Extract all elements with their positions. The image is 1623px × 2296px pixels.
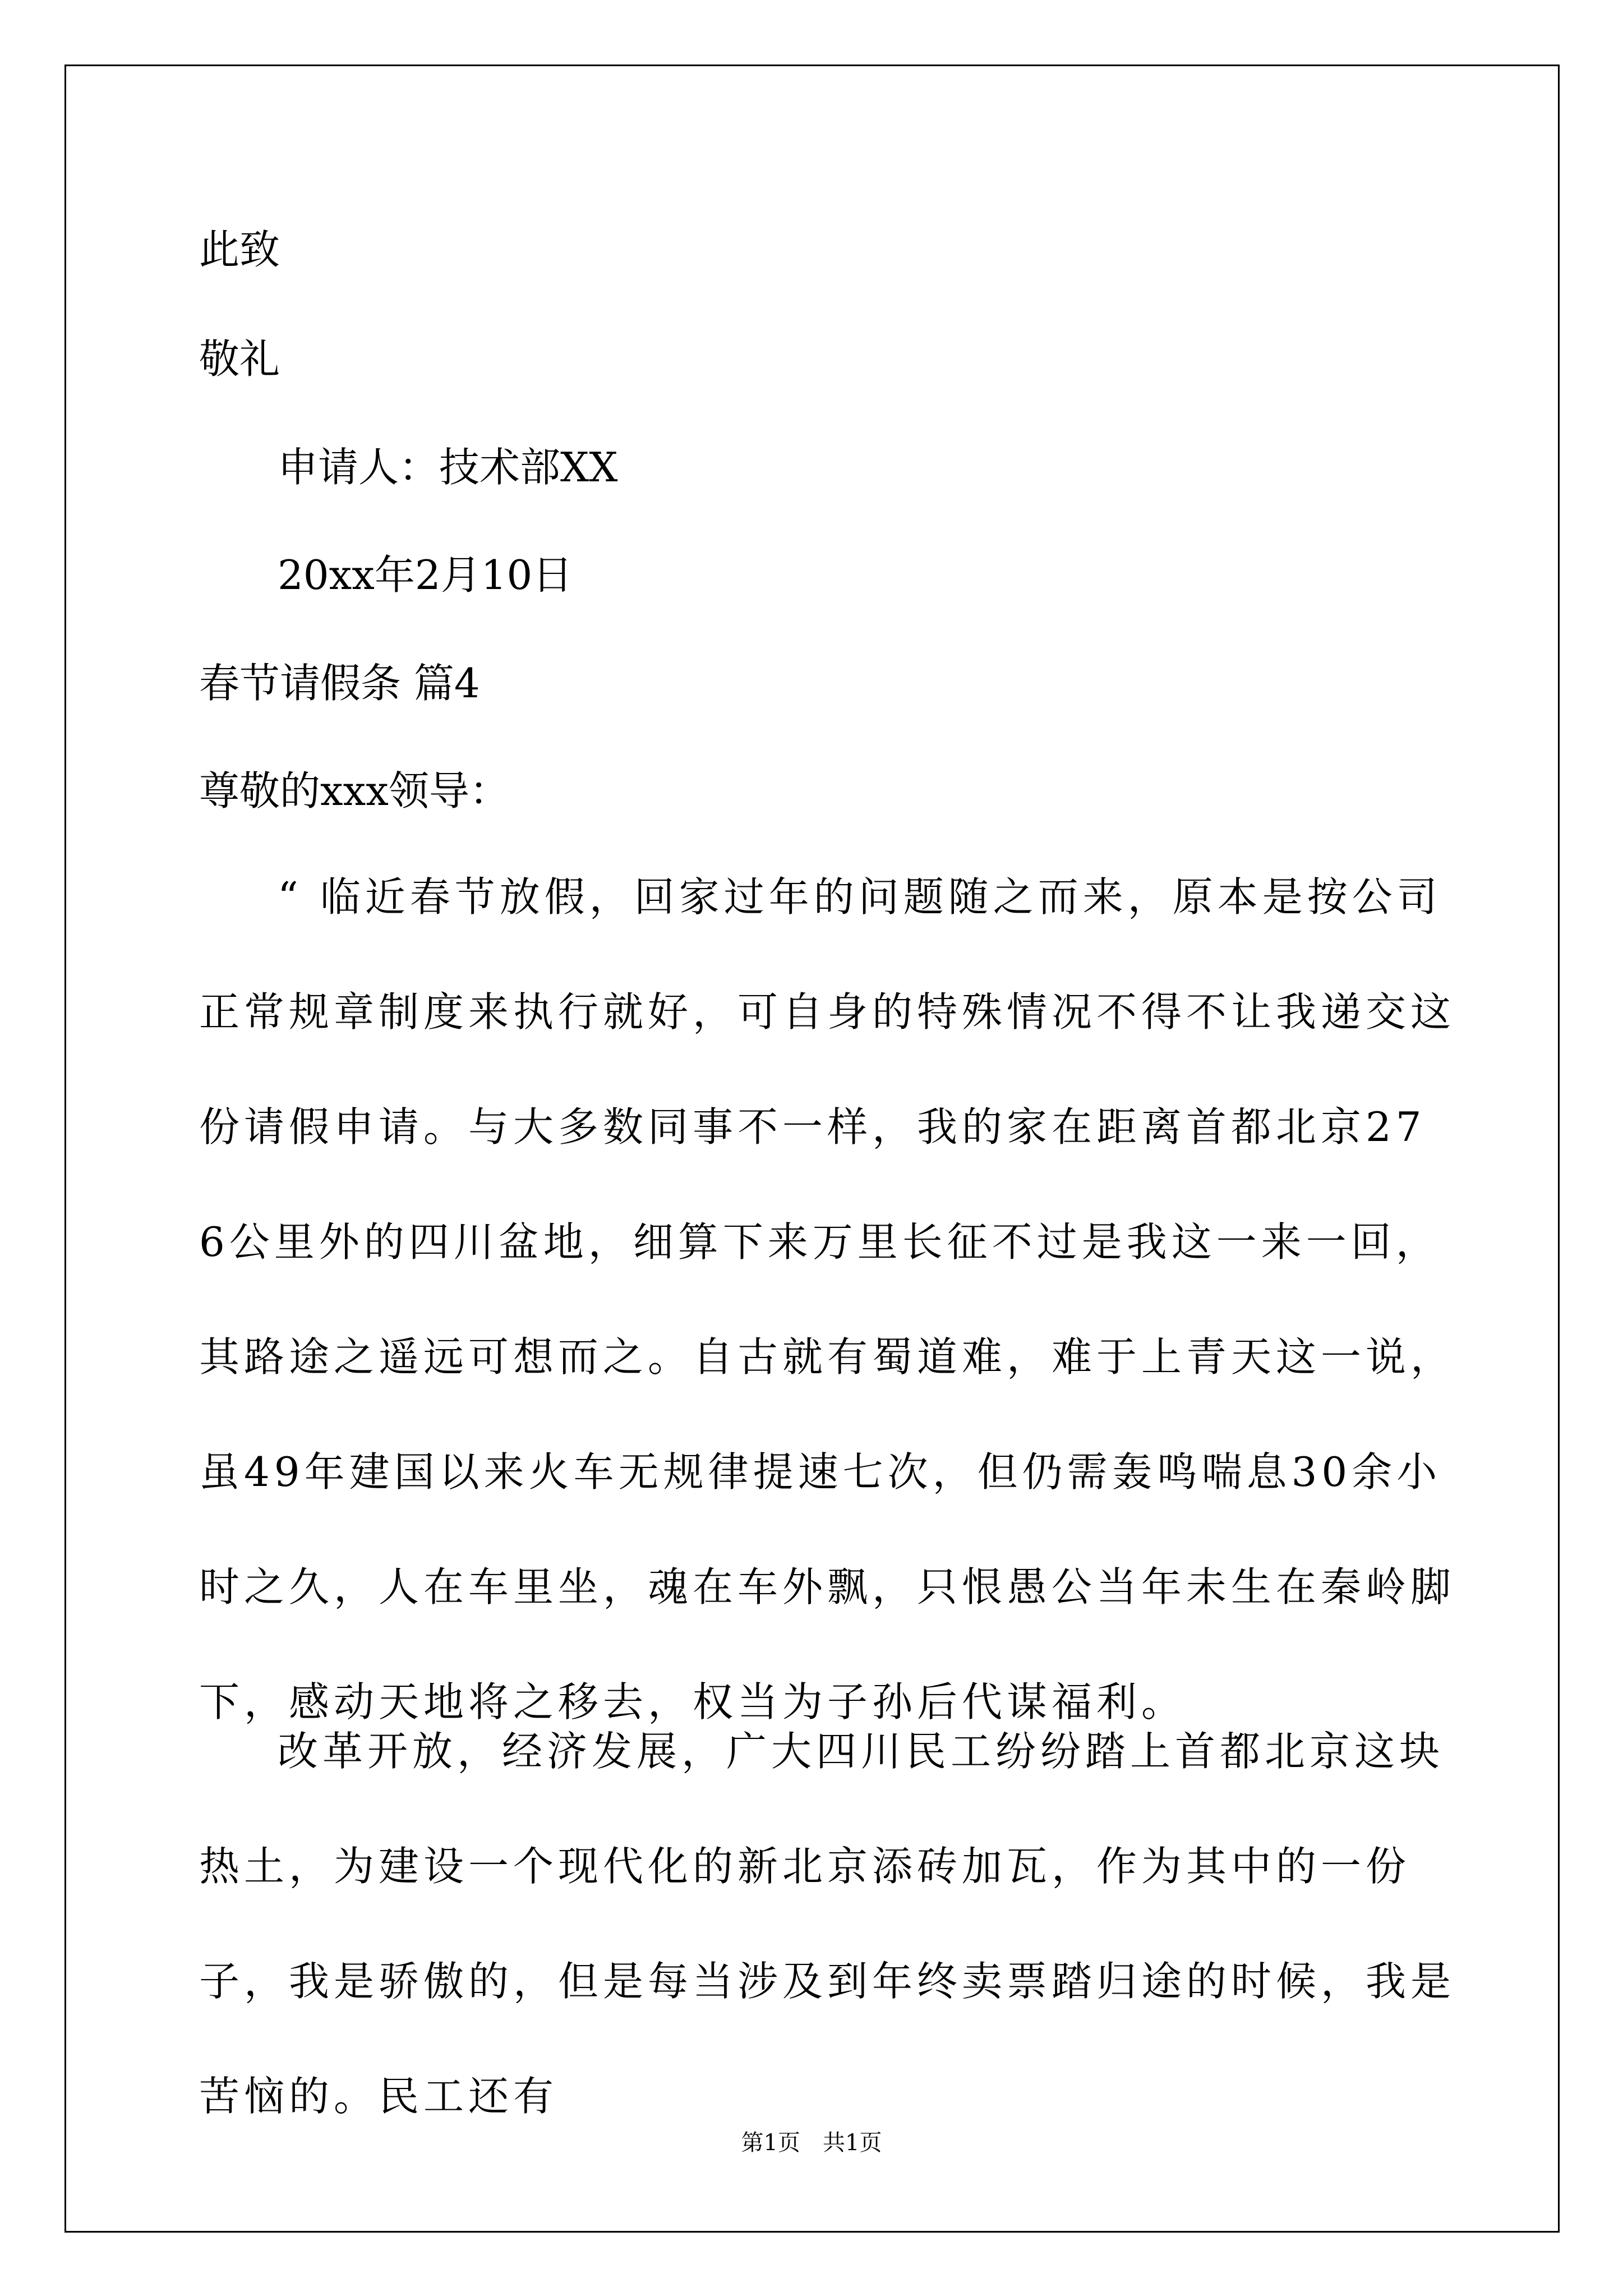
body-paragraph-1: “ 临近春节放假，回家过年的问题随之而来，原本是按公司正常规章制度来执行就好，可自身的特殊情况不得不让我递交这份请假申请。与大多数同事不一样，我的家在距离首都北京27 6公里外的四川盆地，细算下来万里长征不过是我这一来一回，其路途之遥远可想而之。自古就有蜀道难，难于上青天这一说，虽49年建国以来火车无规律提速七次，但仍需轰鸣喘息30余小时之久，人在车里坐，魂在车外飘，只恨愚公当年未生在秦岭脚下，感动天地将之移去，权当为子孙后代谋福利。: [199, 873, 1456, 1726]
date-line: 20xx年2月10日: [278, 551, 573, 599]
closing-line-2: 敬礼: [199, 335, 280, 383]
salutation: 尊敬的xxx领导：: [199, 767, 510, 815]
section-title: 春节请假条 篇4: [199, 660, 480, 707]
page-footer: 第1页 共1页: [741, 2130, 882, 2156]
applicant-line: 申请人：技术部XX: [278, 444, 618, 491]
body-paragraph-2: 改革开放，经济发展，广大四川民工纷纷踏上首都北京这块热土，为建设一个现代化的新北京添砖加瓦，作为其中的一份子，我是骄傲的，但是每当涉及到年终卖票踏归途的时候，我是苦恼的。民工还有: [199, 1728, 1456, 2120]
closing-line-1: 此致: [199, 226, 280, 273]
